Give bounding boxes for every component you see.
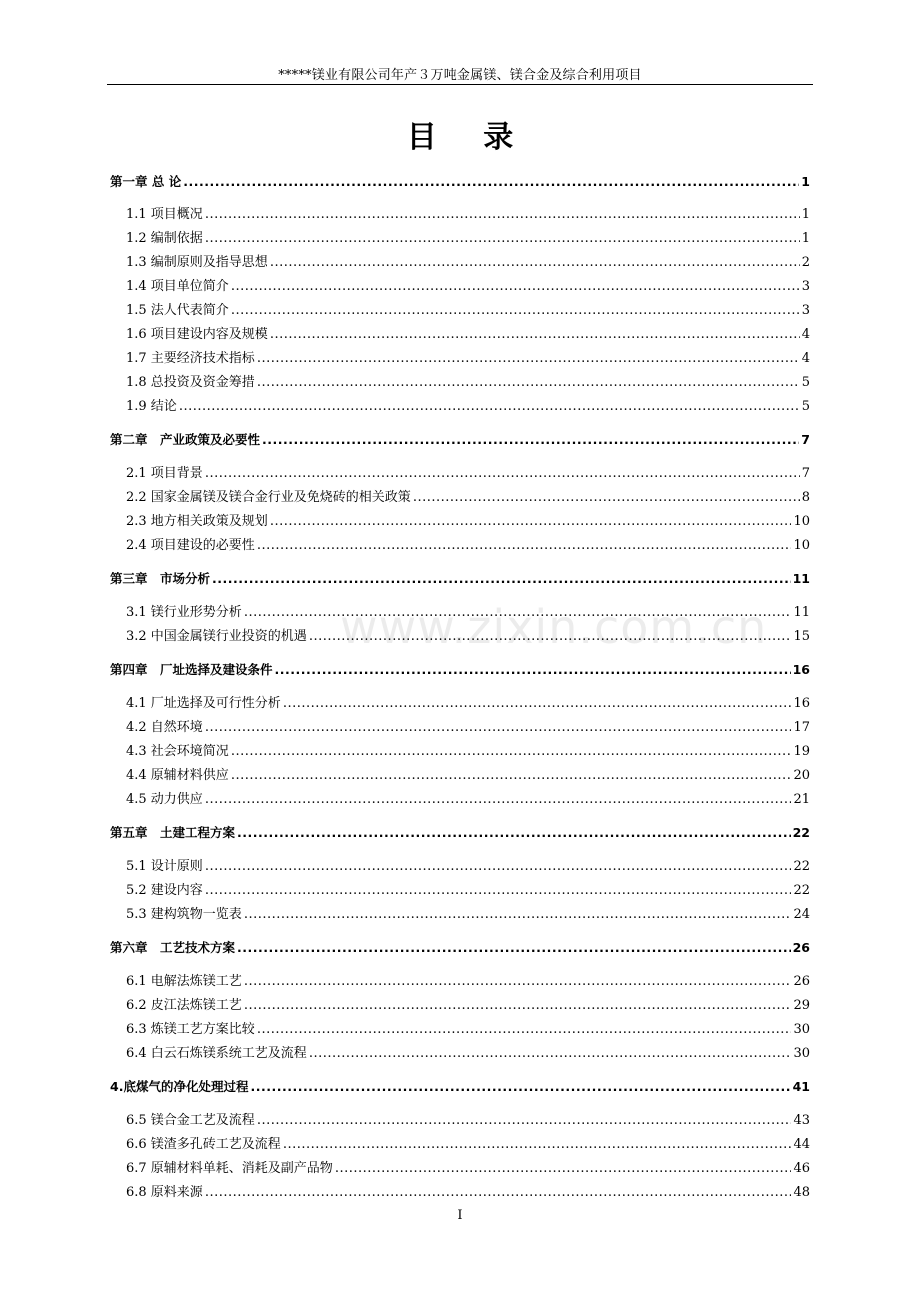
dot-leader	[250, 1079, 790, 1095]
toc-section-entry[interactable]	[126, 994, 810, 1014]
dot-leader	[244, 907, 792, 923]
toc-section-entry[interactable]	[126, 395, 810, 415]
toc-entry-page: 10	[793, 514, 810, 529]
toc-entry-page: 4	[801, 351, 810, 366]
toc-section-entry[interactable]	[126, 879, 810, 899]
page-number: I	[457, 1208, 463, 1223]
toc-section-entry[interactable]	[126, 788, 810, 808]
toc-entry-label: 2.3 地方相关政策及规划	[126, 514, 268, 529]
toc-entry-label: 4.底煤气的净化处理过程	[110, 1079, 249, 1094]
toc-title: 目 录	[406, 120, 532, 155]
toc-section-entry[interactable]	[126, 1018, 810, 1038]
toc-section-entry[interactable]	[126, 1133, 810, 1153]
toc-entry-label: 第三章 市场分析	[110, 571, 211, 586]
dot-leader	[244, 998, 792, 1014]
toc-entry-page: 21	[793, 792, 810, 807]
toc-entry-page: 30	[793, 1046, 810, 1061]
toc-entry-page: 30	[793, 1022, 810, 1037]
toc-section-entry[interactable]	[126, 1181, 810, 1201]
toc-chapter-entry[interactable]	[110, 658, 810, 678]
dot-leader	[205, 720, 792, 736]
toc-entry-page: 26	[793, 974, 810, 989]
toc-entry-label: 第一章 总 论	[110, 174, 182, 189]
dot-leader	[275, 662, 791, 678]
dot-leader	[205, 466, 800, 482]
toc-entry-label: 1.7 主要经济技术指标	[126, 351, 255, 366]
dot-leader	[205, 1185, 792, 1201]
toc-entry-label: 1.8 总投资及资金筹措	[126, 375, 255, 390]
dot-leader	[231, 768, 792, 784]
toc-section-entry[interactable]	[126, 1042, 810, 1062]
toc-entry-page: 11	[793, 605, 810, 620]
toc-entry-page: 22	[793, 883, 810, 898]
toc-section-entry[interactable]	[126, 740, 810, 760]
toc-section-entry[interactable]	[126, 371, 810, 391]
toc-section-entry[interactable]	[126, 251, 810, 271]
toc-entry-page: 7	[801, 466, 810, 481]
toc-section-entry[interactable]	[126, 1109, 810, 1129]
dot-leader	[309, 1046, 792, 1062]
dot-leader	[283, 1137, 792, 1153]
dot-leader	[237, 825, 791, 841]
toc-entry-label: 2.1 项目背景	[126, 466, 203, 481]
toc-entry-page: 8	[801, 490, 810, 505]
toc-section-entry[interactable]	[126, 275, 810, 295]
toc-entry-page: 20	[793, 768, 810, 783]
toc-entry-page: 24	[793, 907, 810, 922]
dot-leader	[231, 303, 800, 319]
toc-entry-page: 5	[801, 375, 810, 390]
dot-leader	[257, 375, 800, 391]
toc-entry-page: 41	[792, 1079, 810, 1094]
toc-entry-label: 第五章 土建工程方案	[110, 825, 236, 840]
dot-leader	[205, 207, 800, 223]
toc-entry-label: 3.2 中国金属镁行业投资的机遇	[126, 629, 307, 644]
toc-entry-label: 2.2 国家金属镁及镁合金行业及免烧砖的相关政策	[126, 490, 411, 505]
toc-entry-page: 7	[801, 432, 810, 447]
dot-leader	[262, 432, 799, 448]
toc-entry-label: 3.1 镁行业形势分析	[126, 605, 242, 620]
dot-leader	[257, 351, 800, 367]
toc-entry-label: 4.2 自然环境	[126, 720, 203, 735]
dot-leader	[413, 490, 800, 506]
toc-entry-label: 4.1 厂址选择及可行性分析	[126, 696, 281, 711]
toc-section-entry[interactable]	[126, 299, 810, 319]
toc-section-entry[interactable]	[126, 903, 810, 923]
toc-section-entry[interactable]	[126, 534, 810, 554]
toc-section-entry[interactable]	[126, 347, 810, 367]
toc-entry-label: 第二章 产业政策及必要性	[110, 432, 261, 447]
toc-entry-label: 6.2 皮江法炼镁工艺	[126, 998, 242, 1013]
toc-entry-page: 1	[801, 231, 810, 246]
toc-entry-label: 1.3 编制原则及指导思想	[126, 255, 268, 270]
toc-entry-label: 4.5 动力供应	[126, 792, 203, 807]
toc-chapter-entry[interactable]	[110, 1075, 810, 1095]
dot-leader	[257, 1022, 792, 1038]
toc-section-entry[interactable]	[126, 462, 810, 482]
dot-leader	[270, 514, 792, 530]
toc-entry-label: 4.4 原辅材料供应	[126, 768, 229, 783]
toc-entry-page: 43	[793, 1113, 810, 1128]
dot-leader	[270, 327, 800, 343]
dot-leader	[244, 974, 792, 990]
toc-entry-label: 第四章 厂址选择及建设条件	[110, 662, 273, 677]
toc-section-entry[interactable]	[126, 1157, 810, 1177]
toc-entry-page: 26	[792, 940, 810, 955]
dot-leader	[212, 571, 791, 587]
toc-entry-label: 6.7 原辅材料单耗、消耗及副产品物	[126, 1161, 333, 1176]
dot-leader	[179, 399, 800, 415]
dot-leader	[231, 744, 792, 760]
dot-leader	[309, 629, 792, 645]
dot-leader	[205, 231, 800, 247]
toc-entry-label: 6.5 镁合金工艺及流程	[126, 1113, 255, 1128]
toc-entry-page: 10	[793, 538, 810, 553]
toc-entry-page: 4	[801, 327, 810, 342]
toc-entry-page: 3	[801, 279, 810, 294]
dot-leader	[335, 1161, 792, 1177]
toc-chapter-entry[interactable]	[110, 567, 810, 587]
dot-leader	[257, 1113, 792, 1129]
toc-entry-page: 1	[801, 174, 810, 189]
toc-entry-page: 11	[792, 571, 810, 586]
toc-section-entry[interactable]	[126, 625, 810, 645]
toc-section-entry[interactable]	[126, 323, 810, 343]
dot-leader	[257, 538, 792, 554]
toc-entry-page: 1	[801, 207, 810, 222]
toc-entry-label: 1.1 项目概况	[126, 207, 203, 222]
toc-section-entry[interactable]	[126, 692, 810, 712]
toc-section-entry[interactable]	[126, 855, 810, 875]
toc-entry-label: 6.1 电解法炼镁工艺	[126, 974, 242, 989]
toc-section-entry[interactable]	[126, 764, 810, 784]
toc-section-entry[interactable]	[126, 716, 810, 736]
dot-leader	[205, 792, 792, 808]
dot-leader	[270, 255, 800, 271]
toc-entry-label: 1.4 项目单位简介	[126, 279, 229, 294]
toc-entry-label: 6.6 镁渣多孔砖工艺及流程	[126, 1137, 281, 1152]
toc-chapter-entry[interactable]	[110, 170, 810, 190]
toc-entry-label: 1.9 结论	[126, 399, 177, 414]
toc-chapter-entry[interactable]	[110, 428, 810, 448]
toc-entry-label: 5.1 设计原则	[126, 859, 203, 874]
toc-chapter-entry[interactable]	[110, 821, 810, 841]
running-header: *****镁业有限公司年产３万吨金属镁、镁合金及综合利用项目	[278, 68, 642, 83]
dot-leader	[237, 940, 791, 956]
toc-entry-page: 16	[792, 662, 810, 677]
toc-entry-label: 6.4 白云石炼镁系统工艺及流程	[126, 1046, 307, 1061]
dot-leader	[231, 279, 800, 295]
toc-entry-label: 1.2 编制依据	[126, 231, 203, 246]
toc-entry-label: 1.6 项目建设内容及规模	[126, 327, 268, 342]
toc-entry-page: 16	[793, 696, 810, 711]
dot-leader	[205, 859, 792, 875]
toc-chapter-entry[interactable]	[110, 936, 810, 956]
toc-entry-label: 4.3 社会环境简况	[126, 744, 229, 759]
dot-leader	[183, 174, 799, 190]
toc-entry-page: 19	[793, 744, 810, 759]
toc-entry-page: 44	[793, 1137, 810, 1152]
toc-entry-label: 6.8 原料来源	[126, 1185, 203, 1200]
toc-section-entry[interactable]	[126, 227, 810, 247]
toc-entry-page: 29	[793, 998, 810, 1013]
watermark: www.zixin.com.cn	[340, 600, 768, 654]
toc-entry-page: 17	[793, 720, 810, 735]
toc-entry-page: 5	[801, 399, 810, 414]
toc-entry-page: 46	[793, 1161, 810, 1176]
toc-entry-page: 22	[792, 825, 810, 840]
toc-entry-page: 3	[801, 303, 810, 318]
toc-entry-label: 第六章 工艺技术方案	[110, 940, 236, 955]
dot-leader	[283, 696, 792, 712]
toc-entry-label: 5.2 建设内容	[126, 883, 203, 898]
toc-entry-page: 2	[801, 255, 810, 270]
toc-section-entry[interactable]	[126, 601, 810, 621]
toc-entry-label: 2.4 项目建设的必要性	[126, 538, 255, 553]
toc-entry-page: 22	[793, 859, 810, 874]
toc-entry-label: 6.3 炼镁工艺方案比较	[126, 1022, 255, 1037]
dot-leader	[205, 883, 792, 899]
toc-entry-label: 5.3 建构筑物一览表	[126, 907, 242, 922]
toc-entry-page: 48	[793, 1185, 810, 1200]
toc-entry-page: 15	[793, 629, 810, 644]
toc-section-entry[interactable]	[126, 203, 810, 223]
toc-section-entry[interactable]	[126, 486, 810, 506]
dot-leader	[244, 605, 792, 621]
toc-section-entry[interactable]	[126, 970, 810, 990]
toc-entry-label: 1.5 法人代表简介	[126, 303, 229, 318]
toc-section-entry[interactable]	[126, 510, 810, 530]
